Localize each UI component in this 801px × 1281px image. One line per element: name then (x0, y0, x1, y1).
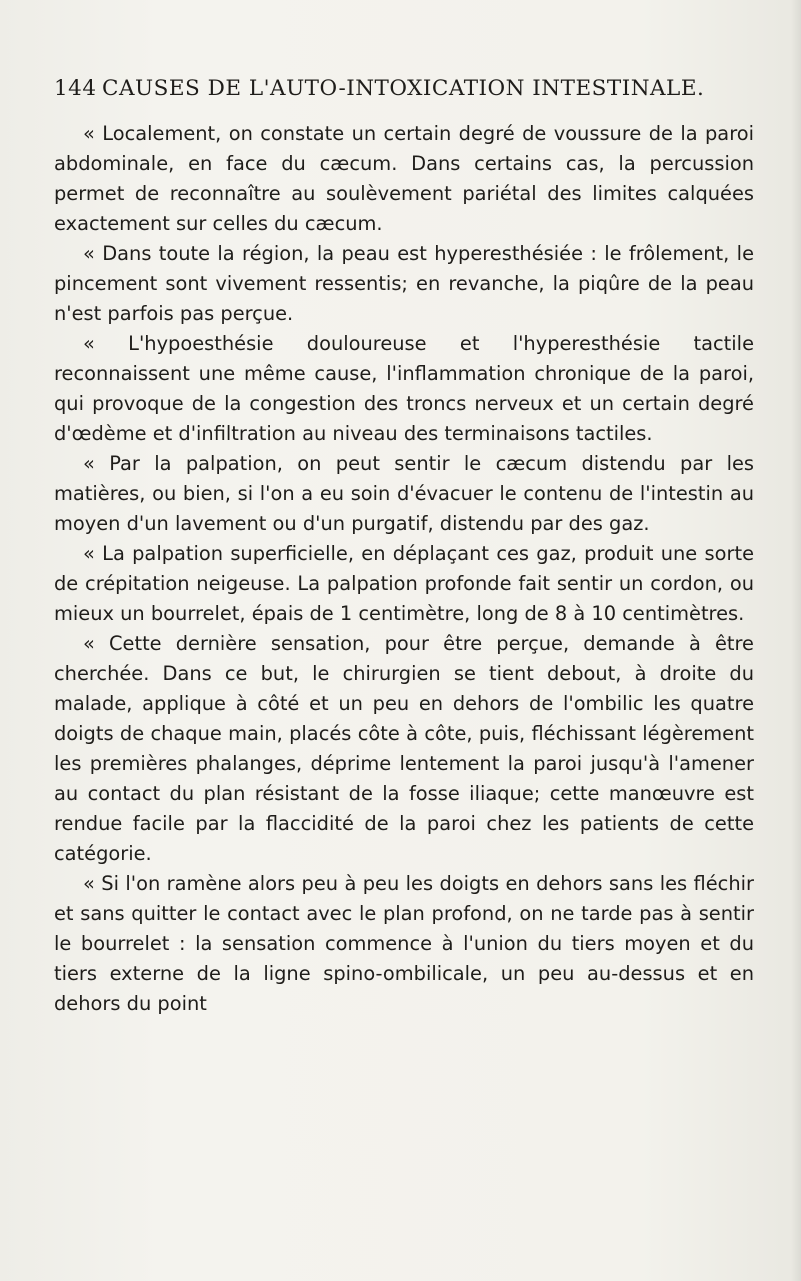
paragraph-doigts-en-dehors: « Si l'on ramène alors peu à peu les doigts en dehors sans les fléchir et sans quitter le contact avec le plan profond, on ne tarde pas à sentir le bourrelet : la sensation commence à l'union du tiers moyen et du tiers externe de la ligne spino-ombilicale, un peu au-dessus et en dehors du point (54, 872, 754, 1015)
paragraph-hyperesthesie: « Dans toute la région, la peau est hyperesthésiée : le frôlement, le pincement sont vivement ressentis; en revanche, la piqûre de la peau n'est parfois pas perçue. (54, 242, 754, 325)
paragraph-palpation-superficielle: « La palpation superficielle, en déplaçant ces gaz, produit une sorte de crépitation neigeuse. La palpation profonde fait sentir un cordon, ou mieux un bourrelet, épais de 1 centimètre, long de 8 à 10 centimètres. (54, 542, 754, 625)
body-text (54, 119, 754, 1019)
paragraph-derniere-sensation: « Cette dernière sensation, pour être perçue, demande à être cherchée. Dans ce but, le chirurgien se tient debout, à droite du malade, applique à côté et un peu en dehors de l'ombilic les quatre doigts de chaque main, placés côte à côte, puis, fléchissant légèrement les premières phalanges, déprime lentement la paroi jusqu'à l'amener au contact du plan résistant de la fosse iliaque; cette manœuvre est rendue facile par la flaccidité de la paroi chez les patients de cette catégorie. (54, 632, 754, 865)
page-number: 144 (54, 76, 97, 101)
running-title: CAUSES DE L'AUTO-INTOXICATION INTESTINALE. (102, 76, 705, 101)
paragraph-localement: « Localement, on constate un certain degré de voussure de la paroi abdominale, en face du cæcum. Dans certains cas, la percussion permet de reconnaître au soulèvement pariétal des limites calquées exactement sur celles du cæcum. (54, 122, 754, 235)
paragraph-hypoesthesie: « L'hypoesthésie douloureuse et l'hyperesthésie tactile reconnaissent une même cause, l'inflammation chronique de la paroi, qui provoque de la congestion des troncs nerveux et un certain degré d'œdème et d'infiltration au niveau des terminaisons tactiles. (54, 332, 754, 445)
running-header (54, 76, 754, 108)
page-edge-shadow (791, 0, 801, 1281)
paragraph-palpation: « Par la palpation, on peut sentir le cæcum distendu par les matières, ou bien, si l'on a eu soin d'évacuer le contenu de l'intestin au moyen d'un lavement ou d'un purgatif, distendu par des gaz. (54, 452, 754, 535)
